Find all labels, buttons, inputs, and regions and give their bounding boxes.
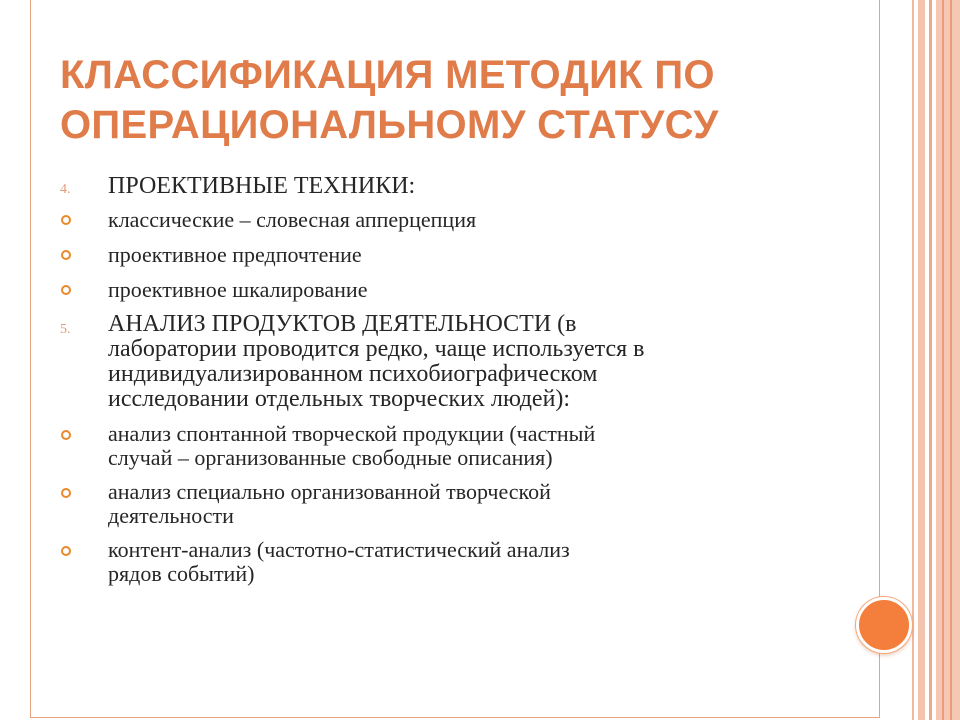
stripe bbox=[918, 0, 925, 720]
list-item bbox=[60, 480, 850, 528]
list-item-text bbox=[108, 480, 551, 528]
list-item-line: проективное шкалирование bbox=[108, 277, 368, 302]
decorative-side-stripes bbox=[912, 0, 960, 720]
list-number: 4. bbox=[60, 182, 71, 197]
list-item-line: АНАЛИЗ ПРОДУКТОВ ДЕЯТЕЛЬНОСТИ (в bbox=[108, 311, 577, 337]
list-item bbox=[60, 277, 850, 302]
list-item-text bbox=[108, 422, 595, 470]
list-item bbox=[60, 422, 850, 470]
list-item-line: анализ специально организованной творческой bbox=[108, 479, 551, 504]
list-item-line: индивидуализированном психобиографическом bbox=[108, 361, 598, 387]
stripe bbox=[942, 0, 944, 720]
slide-title bbox=[60, 50, 870, 150]
slide-title-line: ОПЕРАЦИОНАЛЬНОМУ СТАТУСУ bbox=[60, 103, 719, 147]
list-item-text bbox=[108, 277, 367, 302]
slide-content bbox=[60, 172, 850, 586]
list-item-line: исследовании отдельных творческих людей): bbox=[108, 386, 571, 412]
stripe bbox=[912, 0, 914, 720]
list-item-text bbox=[108, 172, 415, 200]
list-item-text bbox=[108, 242, 362, 267]
stripe bbox=[950, 0, 952, 720]
list-item bbox=[60, 242, 850, 267]
list-item-line: деятельности bbox=[108, 503, 234, 528]
list-item-text bbox=[108, 207, 476, 232]
list-item-line: проективное предпочтение bbox=[108, 242, 362, 267]
list-item-line: классические – словесная апперцепция bbox=[108, 207, 477, 232]
list-item-line: ПРОЕКТИВНЫЕ ТЕХНИКИ: bbox=[108, 173, 416, 199]
list-item-line: анализ спонтанной творческой продукции (частный bbox=[108, 421, 596, 446]
list-item bbox=[60, 207, 850, 232]
stripe bbox=[936, 0, 960, 720]
list-item-line: рядов событий) bbox=[108, 561, 255, 586]
list-item-text bbox=[108, 312, 644, 412]
list-number: 5. bbox=[60, 322, 71, 337]
list-item bbox=[60, 538, 850, 586]
stripe bbox=[929, 0, 932, 720]
list-item-projective-techniques bbox=[60, 172, 850, 200]
list-item-text bbox=[108, 538, 570, 586]
slide-title-line: КЛАССИФИКАЦИЯ МЕТОДИК ПО bbox=[60, 53, 715, 97]
list-item-activity-products-analysis bbox=[60, 312, 850, 412]
list-item-line: контент-анализ (частотно-статистический анализ bbox=[108, 537, 570, 562]
list-item-line: случай – организованные свободные описания) bbox=[108, 445, 553, 470]
orange-circle-icon bbox=[856, 597, 912, 653]
list-item-line: лаборатории проводится редко, чаще используется в bbox=[108, 336, 645, 362]
